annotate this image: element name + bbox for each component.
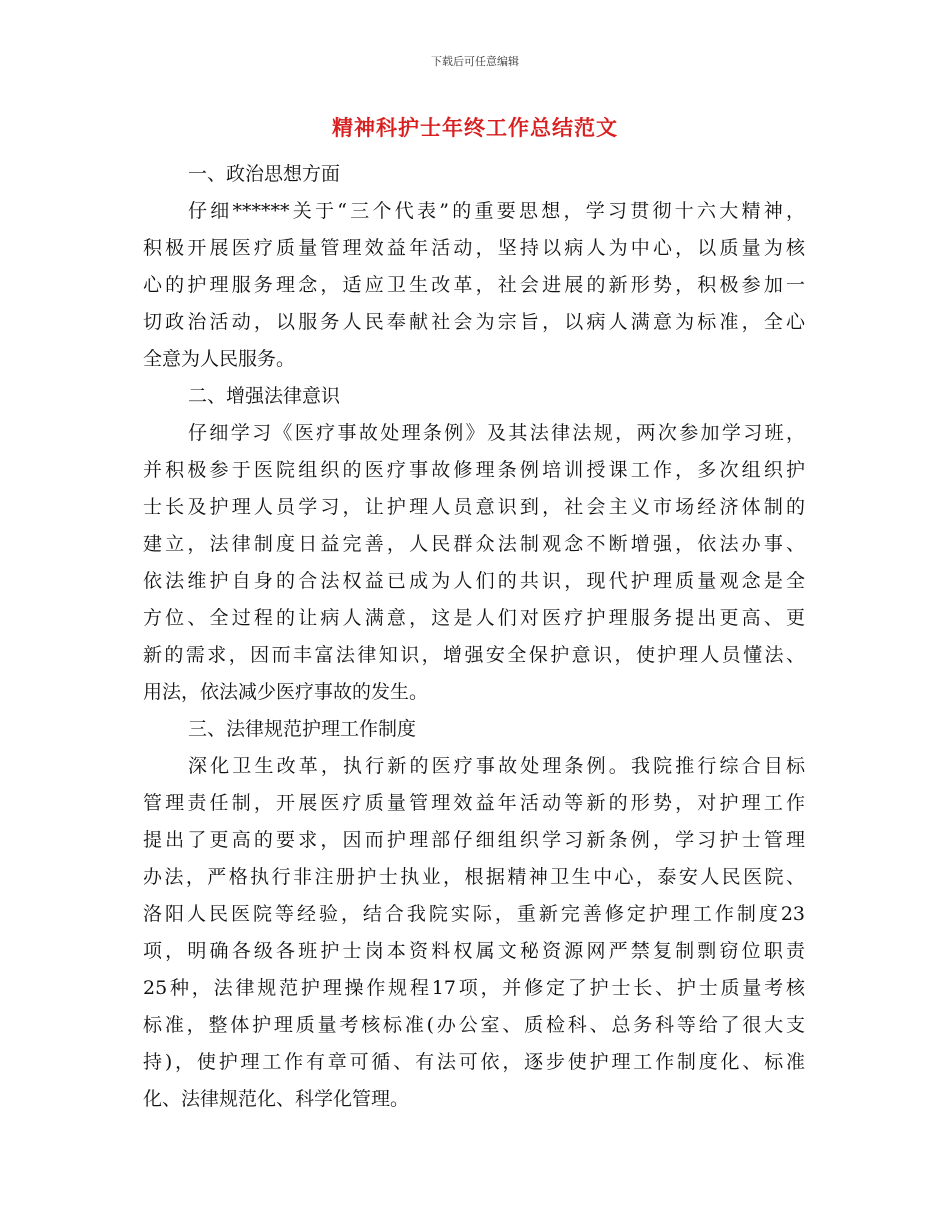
paragraph-line: 方位、全过程的让病人满意，这是人们对医疗护理服务提出更高、更 xyxy=(143,607,805,629)
paragraph-line: 洛阳人民医院等经验，结合我院实际，重新完善修定护理工作制度23 xyxy=(143,903,805,925)
paragraph-line: 管理责任制，开展医疗质量管理效益年活动等新的形势，对护理工作 xyxy=(143,792,805,814)
paragraph-line: 用法，依法减少医疗事故的发生。 xyxy=(143,681,429,703)
paragraph-line: 标准，整体护理质量考核标准(办公室、质检科、总务科等给了很大支 xyxy=(143,1014,805,1036)
paragraph-line: 士长及护理人员学习，让护理人员意识到，社会主义市场经济体制的 xyxy=(143,496,805,518)
paragraph-line: 化、法律规范化、科学化管理。 xyxy=(143,1088,410,1110)
paragraph-line: 心的护理服务理念，适应卫生改革，社会进展的新形势，积极参加一 xyxy=(143,274,805,296)
paragraph-line: 全意为人民服务。 xyxy=(143,348,296,370)
paragraph-line: 办法，严格执行非注册护士执业，根据精神卫生中心，泰安人民医院、 xyxy=(143,866,805,888)
paragraph-line: 切政治活动，以服务人民奉献社会为宗旨，以病人满意为标准，全心 xyxy=(143,311,805,333)
paragraph-line: 深化卫生改革，执行新的医疗事故处理条例。我院推行综合目标 xyxy=(188,755,805,777)
section-heading: 二、增强法律意识 xyxy=(188,385,341,407)
paragraph-line: 提出了更高的要求，因而护理部仔细组织学习新条例，学习护士管理 xyxy=(143,829,805,851)
paragraph-line: 积极开展医疗质量管理效益年活动，坚持以病人为中心，以质量为核 xyxy=(143,237,805,259)
paragraph-line: 建立，法律制度日益完善，人民群众法制观念不断增强，依法办事、 xyxy=(143,533,805,555)
document-title: 精神科护士年终工作总结范文 xyxy=(332,115,618,140)
section-heading: 一、政治思想方面 xyxy=(188,163,341,185)
paragraph-line: 25种，法律规范护理操作规程17项，并修定了护士长、护士质量考核 xyxy=(143,977,805,999)
document-body xyxy=(143,156,805,1118)
paragraph-line: 并积极参于医院组织的医疗事故修理条例培训授课工作，多次组织护 xyxy=(143,459,805,481)
paragraph-line: 新的需求，因而丰富法律知识，增强安全保护意识，使护理人员懂法、 xyxy=(143,644,805,666)
paragraph-line: 仔细******关于“三个代表”的重要思想，学习贯彻十六大精神， xyxy=(188,200,805,222)
paragraph-line: 持)，使护理工作有章可循、有法可依，逐步使护理工作制度化、标准 xyxy=(143,1051,805,1073)
paragraph-line: 项，明确各级各班护士岗本资料权属文秘资源网严禁复制剽窃位职责 xyxy=(143,940,805,962)
paragraph-line: 依法维护自身的合法权益已成为人们的共识，现代护理质量观念是全 xyxy=(143,570,805,592)
paragraph-line: 仔细学习《医疗事故处理条例》及其法律法规，两次参加学习班， xyxy=(188,422,805,444)
section-heading: 三、法律规范护理工作制度 xyxy=(188,718,417,740)
header-note: 下载后可任意编辑 xyxy=(431,55,519,68)
